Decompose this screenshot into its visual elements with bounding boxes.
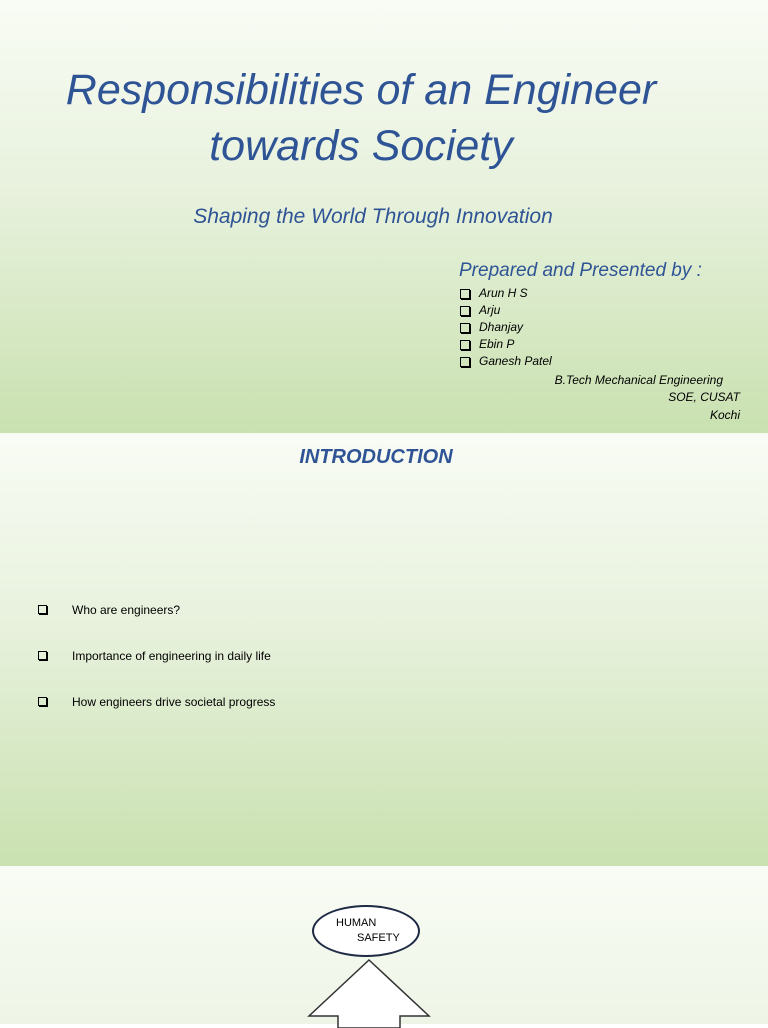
title-slide bbox=[0, 0, 768, 433]
checkbox-bullet-icon bbox=[460, 357, 470, 367]
title-line-2: towards Society bbox=[209, 122, 513, 170]
list-item bbox=[38, 649, 275, 695]
slide-heading: INTRODUCTION bbox=[299, 446, 453, 468]
affiliation-program: B.Tech Mechanical Engineering bbox=[554, 373, 723, 387]
list-item bbox=[38, 695, 275, 741]
presenter-name: Ganesh Patel bbox=[479, 354, 552, 368]
checkbox-bullet-icon bbox=[38, 651, 47, 660]
title-line-1: Responsibilities of an Engineer bbox=[65, 66, 657, 114]
checkbox-bullet-icon bbox=[38, 697, 47, 706]
introduction-slide bbox=[0, 433, 768, 866]
presenter-name: Arju bbox=[479, 303, 501, 317]
node-label-line-2: SAFETY bbox=[357, 932, 400, 944]
affiliation-institution: SOE, CUSAT bbox=[668, 390, 740, 404]
checkbox-bullet-icon bbox=[38, 605, 47, 614]
presenter-name: Ebin P bbox=[479, 337, 515, 351]
bullet-text: How engineers drive societal progress bbox=[72, 695, 276, 709]
prepared-by-label: Prepared and Presented by : bbox=[459, 260, 702, 281]
presenter-item bbox=[460, 353, 552, 370]
list-item bbox=[38, 603, 275, 649]
checkbox-bullet-icon bbox=[460, 323, 470, 333]
affiliation-city: Kochi bbox=[709, 408, 740, 422]
bullet-text: Importance of engineering in daily life bbox=[72, 649, 271, 663]
presenter-item bbox=[460, 319, 552, 336]
checkbox-bullet-icon bbox=[460, 340, 470, 350]
node-label-line-1: HUMAN bbox=[336, 917, 377, 929]
up-arrow-icon bbox=[306, 958, 432, 1028]
presenter-item bbox=[460, 336, 552, 353]
presenter-list bbox=[460, 285, 552, 370]
checkbox-bullet-icon bbox=[460, 289, 470, 299]
presenter-item bbox=[460, 285, 552, 302]
checkbox-bullet-icon bbox=[460, 306, 470, 316]
presenter-name: Arun H S bbox=[479, 286, 528, 300]
intro-bullet-list bbox=[38, 603, 275, 741]
bullet-text: Who are engineers? bbox=[72, 603, 181, 617]
human-safety-node bbox=[312, 905, 420, 957]
presenter-item bbox=[460, 302, 552, 319]
presenter-name: Dhanjay bbox=[479, 320, 524, 334]
diagram-slide bbox=[0, 866, 768, 1024]
slide-title bbox=[0, 62, 722, 174]
slide-subtitle: Shaping the World Through Innovation bbox=[193, 205, 553, 228]
